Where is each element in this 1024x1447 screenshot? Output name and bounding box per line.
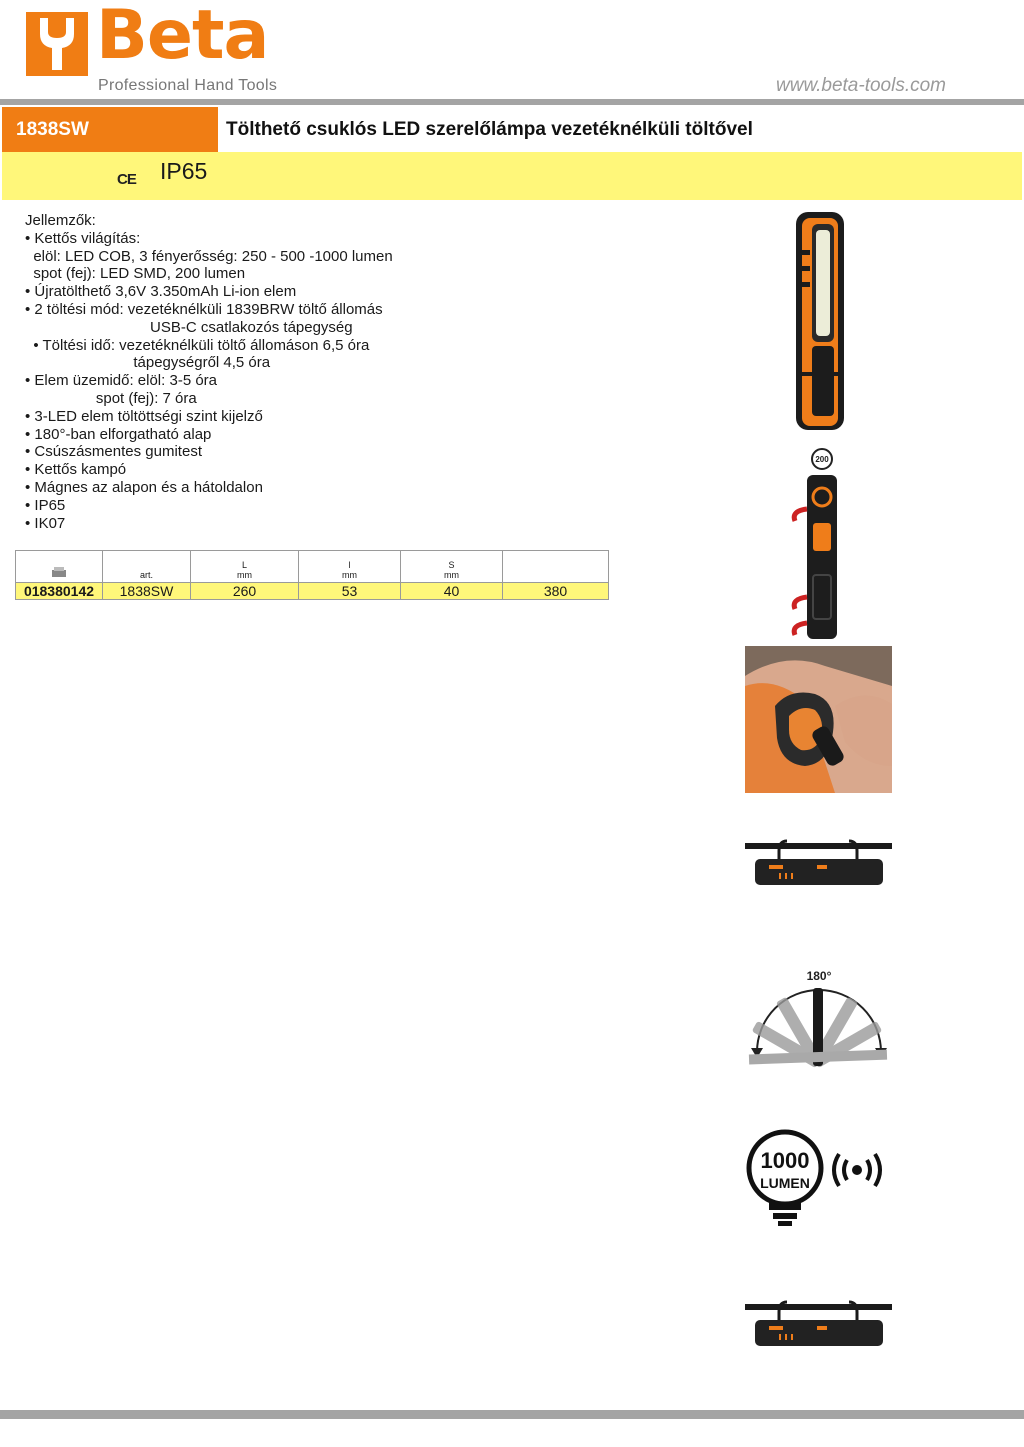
bottom-divider	[0, 1410, 1024, 1419]
certification-band	[2, 152, 1022, 200]
feature-item: • Elem üzemidő: elöl: 3-5 óra	[25, 372, 218, 390]
features-list	[25, 212, 393, 532]
table-cell-article: 1838SW	[103, 583, 191, 600]
table-header-cell: art.	[103, 551, 191, 583]
hook-hanging-image	[745, 825, 892, 895]
usb-c-charging-image	[745, 646, 892, 793]
feature-item: • Töltési idő: vezetéknélküli töltő állomáson 6,5 óra	[25, 336, 370, 354]
table-row	[16, 583, 609, 600]
table-header-cell: l mm	[299, 551, 401, 583]
feature-item: • 180°-ban elforgatható alap	[25, 425, 212, 443]
package-icon	[51, 566, 67, 578]
beta-logo-icon	[26, 12, 88, 76]
table-cell-width: 53	[299, 583, 401, 600]
rotation-180-image	[745, 966, 892, 1076]
feature-item: spot (fej): LED SMD, 200 lumen	[25, 265, 246, 283]
table-header-cell: S mm	[401, 551, 503, 583]
feature-item: • IP65	[25, 496, 66, 514]
feature-item: • 3-LED elem töltöttségi szint kijelző	[25, 407, 263, 425]
features-heading: Jellemzők:	[25, 212, 96, 229]
feature-item: • 2 töltési mód: vezetéknélküli 1839BRW töltő állomás	[25, 300, 383, 318]
brand-tagline: Professional Hand Tools	[98, 77, 278, 94]
feature-item: USB-C csatlakozós tápegység	[25, 318, 353, 336]
table-header-cell	[16, 551, 103, 583]
rotation-label: 180°	[806, 969, 832, 983]
table-header-row	[16, 551, 609, 583]
feature-item: tápegységről 4,5 óra	[25, 354, 271, 372]
table-header-cell	[503, 551, 609, 583]
product-title: Tölthető csuklós LED szerelőlámpa vezetéknélküli töltővel	[226, 119, 753, 140]
spot-lumen-label: 200	[815, 455, 829, 464]
lamp-front-image	[790, 210, 850, 432]
brand-logo-text: Beta	[96, 0, 269, 75]
product-code: 1838SW	[16, 119, 89, 140]
spec-table	[15, 550, 609, 600]
top-divider	[0, 99, 1024, 105]
table-cell-order-code: 018380142	[16, 583, 103, 600]
feature-item: • Mágnes az alapon és a hátoldalon	[25, 478, 263, 496]
lumen-value: 1000	[760, 1148, 810, 1173]
table-header-cell: L mm	[191, 551, 299, 583]
feature-item: • Csúszásmentes gumitest	[25, 443, 202, 461]
ce-mark-icon: CE	[117, 171, 136, 188]
table-cell-thickness: 40	[401, 583, 503, 600]
table-cell-weight: 380	[503, 583, 609, 600]
ip-rating: IP65	[160, 158, 208, 184]
lumen-unit: LUMEN	[760, 1175, 810, 1191]
lumen-wireless-image	[745, 1126, 892, 1230]
website-link[interactable]: www.beta-tools.com	[776, 75, 947, 96]
lamp-back-magnets-image	[785, 447, 855, 642]
feature-item: elöl: LED COB, 3 fényerősség: 250 - 500 -1000 lumen	[25, 247, 393, 265]
hook-hanging-image-2	[745, 1290, 892, 1360]
feature-item: spot (fej): 7 óra	[25, 389, 197, 407]
feature-item: • Újratölthető 3,6V 3.350mAh Li-ion elem	[25, 283, 297, 301]
table-cell-length: 260	[191, 583, 299, 600]
feature-item: • Kettős világítás:	[25, 229, 141, 247]
feature-item: • IK07	[25, 514, 66, 532]
feature-item: • Kettős kampó	[25, 461, 127, 479]
